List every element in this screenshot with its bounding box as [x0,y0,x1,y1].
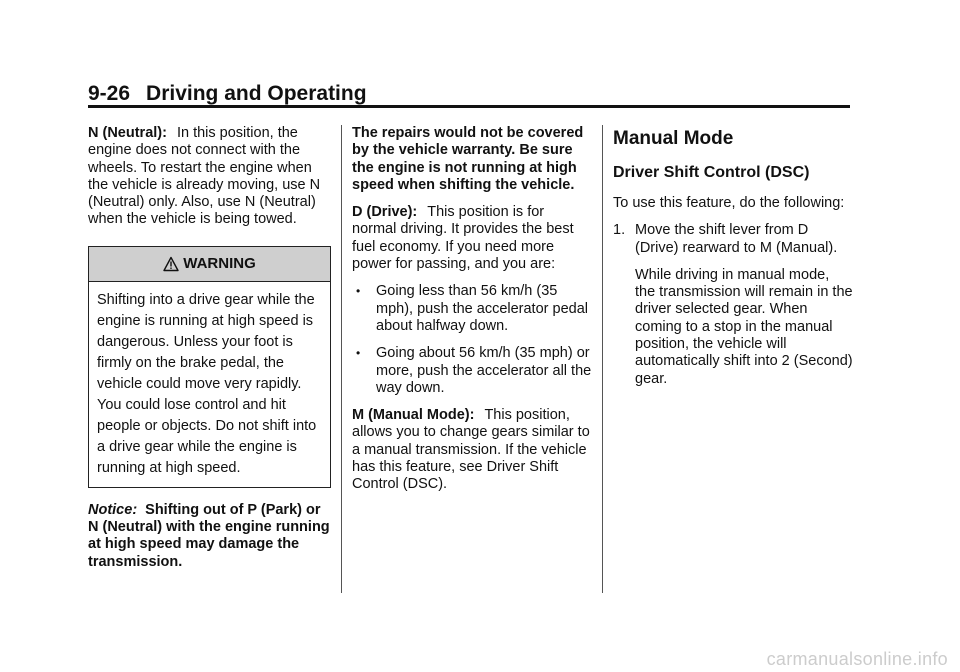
manual-mode-paragraph [352,407,592,493]
column-3 [613,125,853,398]
step-number: 1. [613,222,626,239]
neutral-paragraph [88,125,331,229]
column-divider-1 [341,125,342,593]
warning-title: WARNING [183,255,256,273]
list-item: • Going about 56 km/h (35 mph) or more, push the accelerator all the way down. [356,345,592,396]
notice-label: Notice: [88,501,138,518]
neutral-term: N (Neutral): [88,125,167,141]
warning-triangle-icon [163,256,179,272]
bullet-icon: • [356,284,361,299]
header-rule [88,105,850,108]
list-item: • Going less than 56 km/h (35 mph), push the accelerator pedal about halfway down. [356,283,588,334]
column-2 [352,125,592,504]
drive-text: This position is for normal driving. It provides the best fuel economy. If you need more power for passing, and you are: [352,204,574,273]
notice-text: Shifting out of P (Park) or N (Neutral) with the engine running at high speed may damage the transmission. [88,501,330,570]
section-title: Manual Mode [613,128,734,149]
manual-mode-text: This position, allows you to change gears similar to a manual transmission. If the vehicle has this feature, see Driver Shift Control (DSC). [352,407,590,493]
notice-paragraph [88,502,331,571]
column-1 [88,125,331,581]
step-detail: While driving in manual mode, the transmission will remain in the driver selected gear. When coming to a stop in the manual position, the vehicle will automatically shift into 2 (Second) gear. [635,266,853,387]
watermark: carmanualsonline.info [766,649,948,669]
drive-bullet-list [352,283,592,397]
warning-text: Shifting into a drive gear while the engine is running at high speed is dangerous. Unless your foot is firmly on the brake pedal, the vehicle could move very rapidly. You could lose control and hit people or objects. Do not shift into a drive gear while the engine is running at high speed. [97,291,317,476]
chapter-title: Driving and Operating [146,82,367,105]
column-divider-2 [602,125,603,593]
subsection-title: Driver Shift Control (DSC) [613,164,810,181]
page-header [88,80,850,108]
bullet-icon: • [356,346,361,361]
warning-header [89,247,330,282]
warning-box [88,246,331,488]
drive-paragraph [352,204,592,273]
neutral-text: In this position, the engine does not connect with the wheels. To restart the engine when the vehicle is already moving, use N (Neutral) only. Also, use N (Neutral) when the vehicle is being towed. [88,125,321,228]
warranty-note: The repairs would not be covered by the vehicle warranty. Be sure the engine is not running at high speed when shifting the vehicle. [352,125,584,193]
page-number: 9-26 [88,82,131,105]
manual-mode-term: M (Manual Mode): [352,407,475,424]
intro-text: To use this feature, do the following: [613,195,845,211]
list-item [613,222,853,388]
steps-list [613,222,853,388]
drive-term: D (Drive): [352,204,418,221]
step-text: Move the shift lever from D (Drive) rearward to M (Manual). [635,222,838,256]
